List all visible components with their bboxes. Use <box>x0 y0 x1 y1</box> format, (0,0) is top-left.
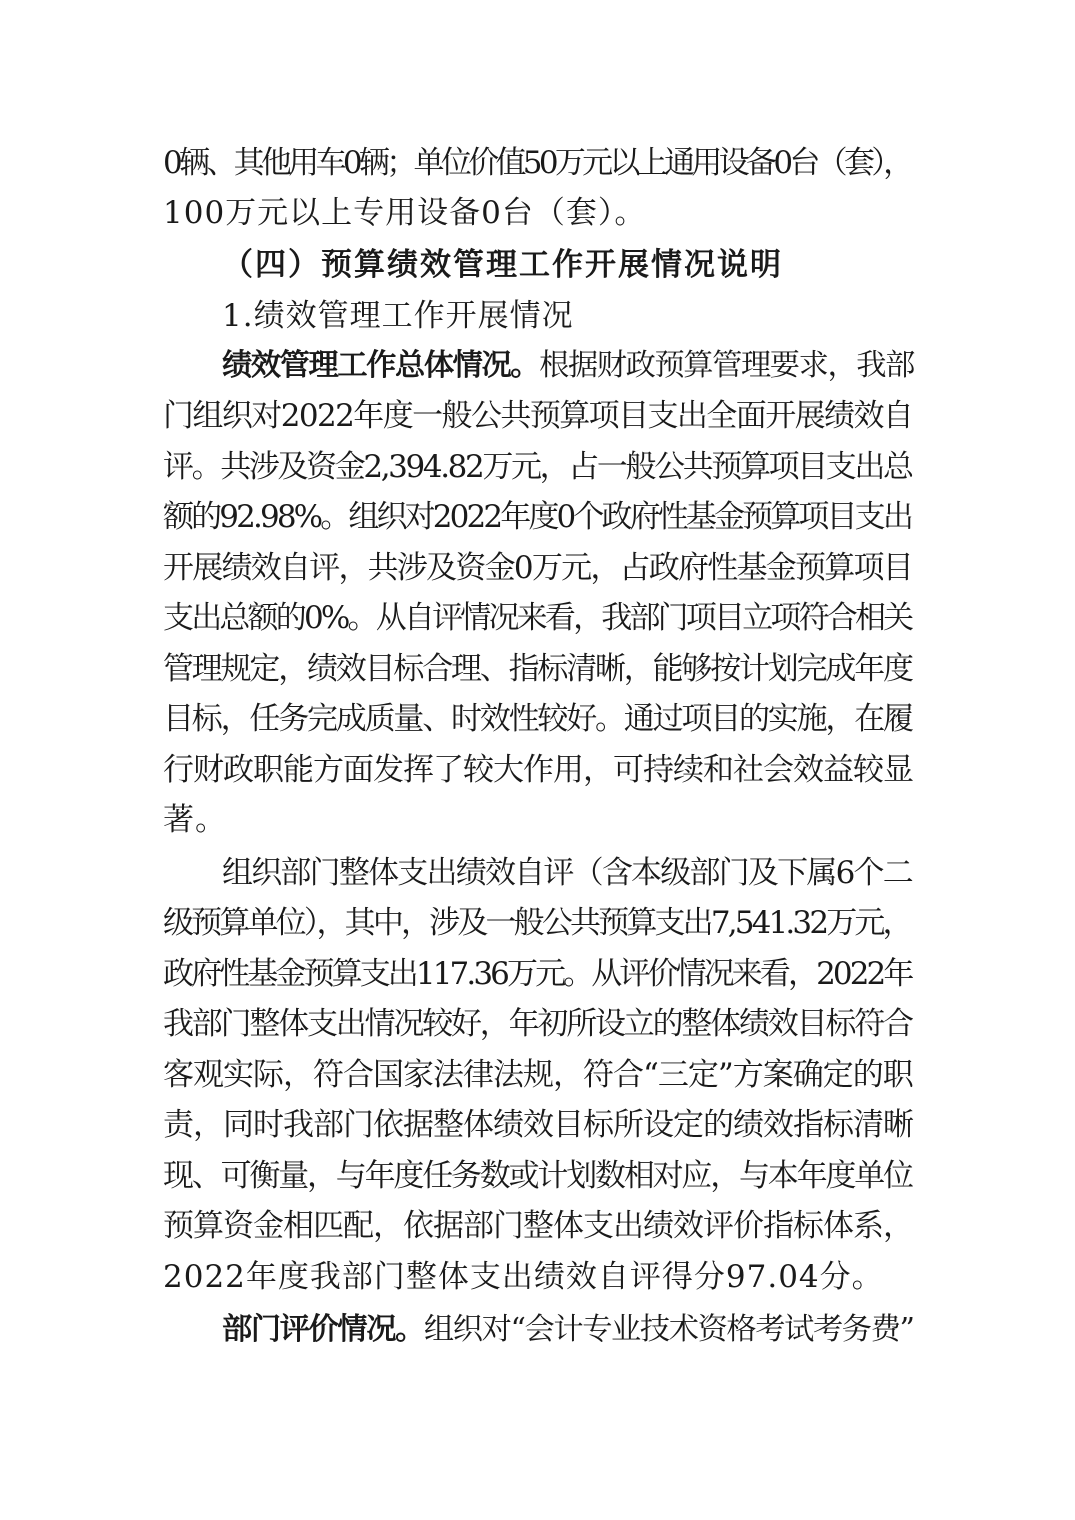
body-text-line: 支出总额的0%。从自评情况来看，我部门项目立项符合相关 <box>163 600 912 636</box>
subsection-heading: 1.绩效管理工作开展情况 <box>222 298 574 334</box>
body-text-span: 组织对“会计专业技术资格考试考务费” <box>423 1312 914 1347</box>
body-text-line: 级预算单位），其中，涉及一般公共预算支出7,541.32万元， <box>163 905 911 941</box>
body-text-line: 100万元以上专用设备0台（套）。 <box>163 195 647 231</box>
body-text-line: 管理规定，绩效目标合理、指标清晰，能够按计划完成年度 <box>163 651 912 687</box>
body-text-line: 责，同时我部门依据整体绩效目标所设定的绩效指标清晰 <box>163 1107 913 1143</box>
body-text-line: 2022年度我部门整体支出绩效自评得分97.04分。 <box>163 1259 884 1295</box>
body-text-line: 门组织对2022年度一般公共预算项目支出全面开展绩效自 <box>163 398 913 434</box>
body-text-line: 政府性基金预算支出117.36万元。从评价情况来看，2022年 <box>163 956 912 992</box>
paragraph-first-line <box>222 346 914 386</box>
body-text-line: 行财政职能方面发挥了较大作用，可持续和社会效益较显 <box>163 752 913 788</box>
body-text-line: 我部门整体支出情况较好，年初所设立的整体绩效目标符合 <box>163 1006 912 1042</box>
body-text-line: 0辆、其他用车0辆；单位价值50万元以上通用设备0台（套）， <box>163 145 911 181</box>
paragraph-first-line: 组织部门整体支出绩效自评（含本级部门及下属6个二 <box>222 855 912 891</box>
paragraph-lead-heading: 部门评价情况。 <box>222 1312 424 1347</box>
section-heading: （四）预算绩效管理工作开展情况说明 <box>222 247 783 283</box>
body-text-line: 客观实际，符合国家法律法规，符合“三定”方案确定的职 <box>163 1057 913 1093</box>
body-text-line: 预算资金相匹配，依据部门整体支出绩效评价指标体系， <box>163 1208 913 1244</box>
body-text-line: 著。 <box>163 802 227 838</box>
paragraph-first-line <box>222 1310 914 1350</box>
body-text-line: 评。共涉及资金2,394.82万元，占一般公共预算项目支出总 <box>163 449 912 485</box>
body-text-line: 目标，任务完成质量、时效性较好。通过项目的实施，在履 <box>163 701 912 737</box>
body-text-line: 开展绩效自评，共涉及资金0万元，占政府性基金预算项目 <box>163 550 912 586</box>
body-text-line: 额的92.98%。组织对2022年度0个政府性基金预算项目支出 <box>163 499 911 535</box>
body-text-span: 根据财政预算管理要求，我部 <box>539 348 914 383</box>
body-text-line: 现、可衡量，与年度任务数或计划数相对应，与本年度单位 <box>163 1158 912 1194</box>
paragraph-lead-heading: 绩效管理工作总体情况。 <box>222 348 540 383</box>
